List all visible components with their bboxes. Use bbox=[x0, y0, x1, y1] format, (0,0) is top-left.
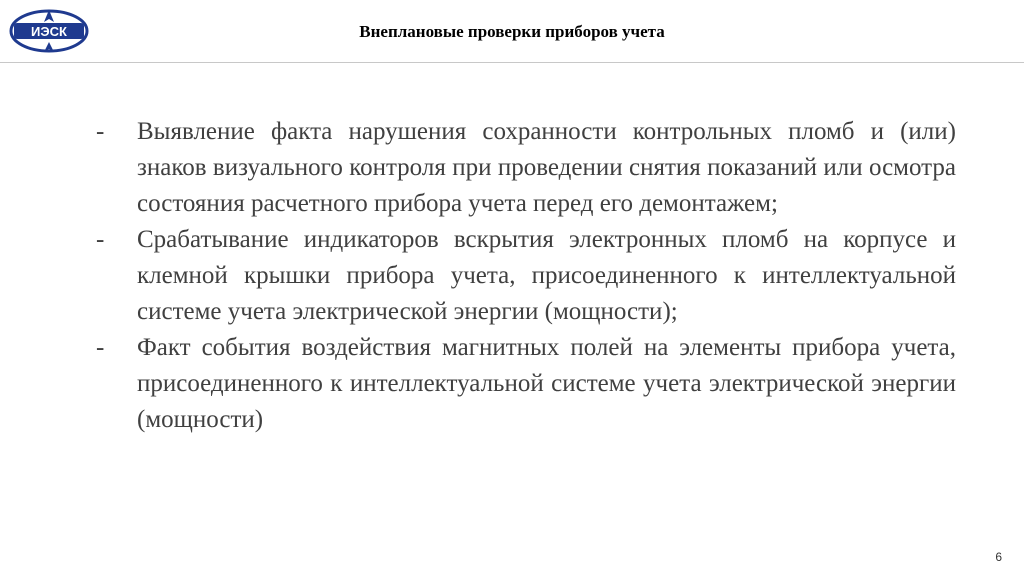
logo-text: ИЭСК bbox=[31, 24, 67, 39]
header-divider bbox=[0, 62, 1024, 63]
bullet-text: Факт события воздействия магнитных полей на элементы прибора учета, присоединенного к интеллектуальной системе учета электрической энергии (мощности) bbox=[137, 334, 956, 433]
page-number: 6 bbox=[995, 550, 1002, 564]
bullet-marker: - bbox=[96, 226, 105, 253]
list-item bbox=[96, 222, 956, 330]
bullet-marker: - bbox=[96, 118, 105, 145]
bullet-marker: - bbox=[96, 334, 105, 361]
list-item bbox=[96, 330, 956, 438]
list-item bbox=[96, 114, 956, 222]
slide-header bbox=[0, 0, 1024, 64]
bullet-text: Срабатывание индикаторов вскрытия электронных пломб на корпусе и клемной крышки прибора учета, присоединенного к интеллектуальной системе учета электрической энергии (мощности); bbox=[137, 226, 956, 325]
slide-title: Внеплановые проверки приборов учета bbox=[359, 22, 665, 41]
bullet-list bbox=[96, 114, 956, 438]
bullet-text: Выявление факта нарушения сохранности контрольных пломб и (или) знаков визуального контроля при проведении снятия показаний или осмотра состояния расчетного прибора учета перед его демонтажем; bbox=[137, 118, 956, 217]
